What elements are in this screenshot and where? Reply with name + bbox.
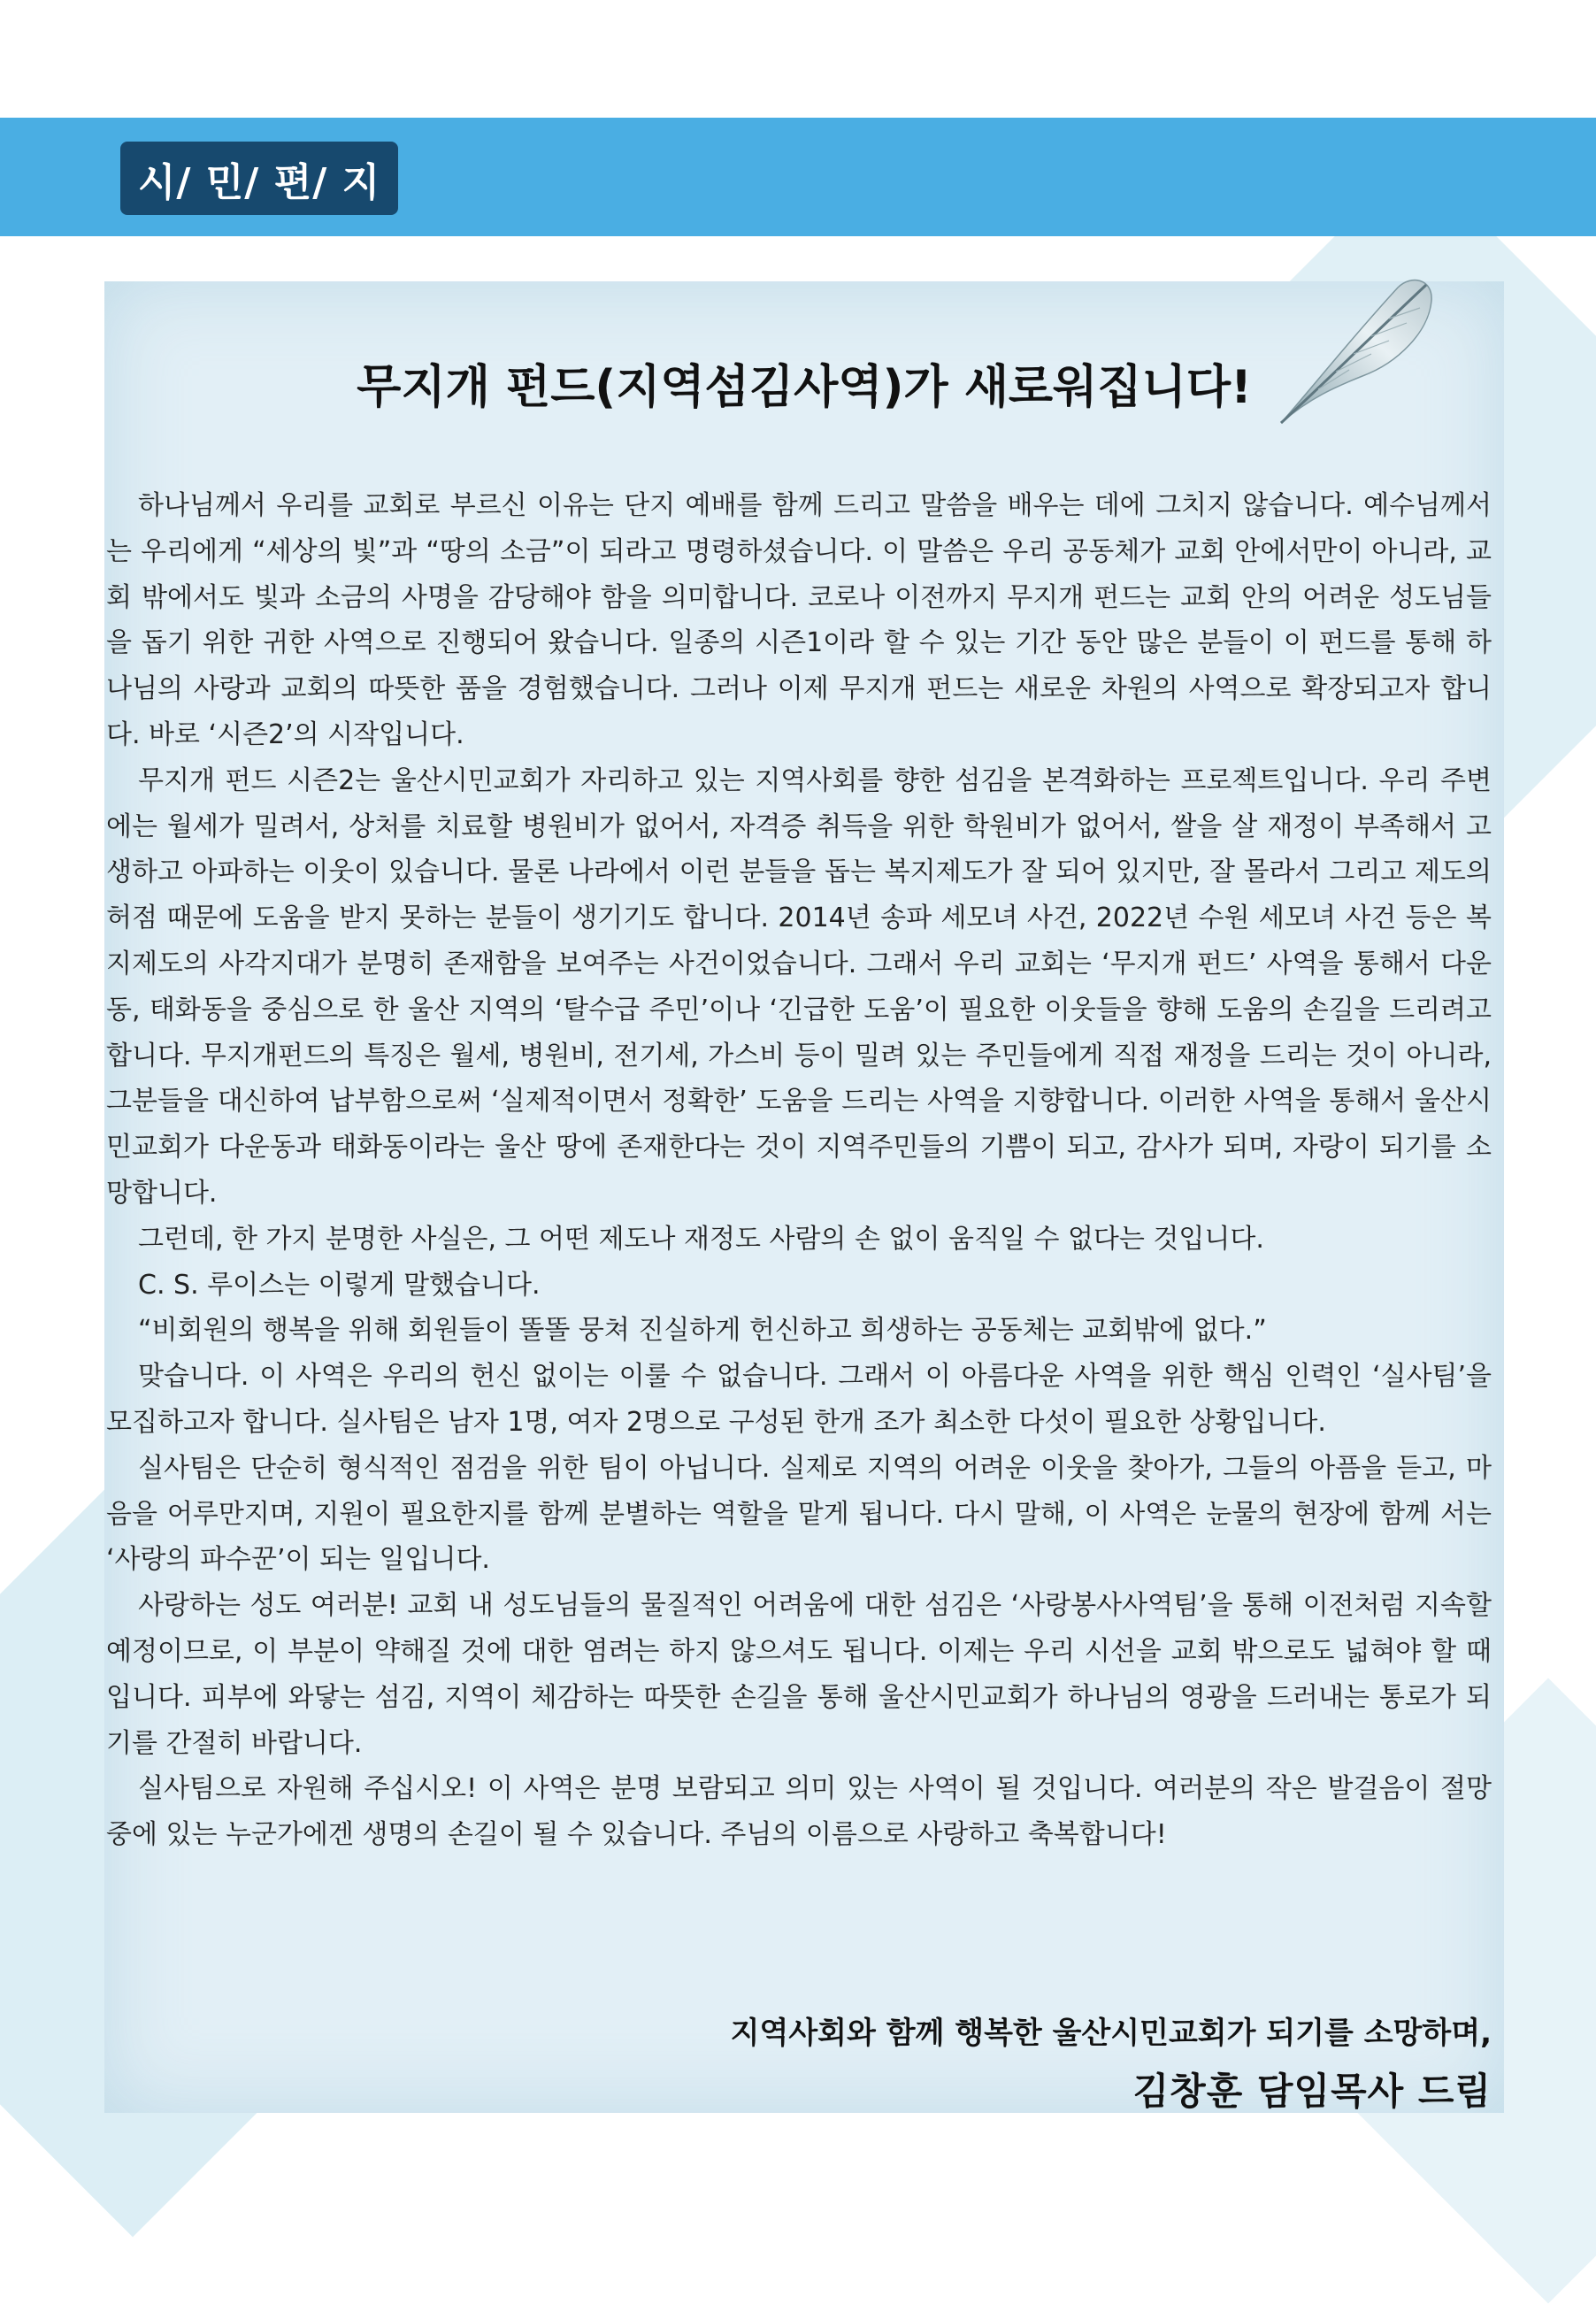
paragraph: 사랑하는 성도 여러분! 교회 내 성도님들의 물질적인 어려움에 대한 섬김은 ‘사랑봉사사역팀’을 통해 이전처럼 지속할 예정이므로, 이 부분이 약해질 것에 대한 염려는 하지 않으셔도 됩니다. 이제는 우리 시선을 교회 밖으로도 넓혀야 할 때입니다. 피부에 와닿는 섬김, 지역이 체감하는 따뜻한 손길을 통해 울산시민교회가 하나님의 영광을 드러내는 통로가 되기를 간절히 바랍니다. (106, 1590, 1492, 1759)
paragraph: 무지개 펀드 시즌2는 울산시민교회가 자리하고 있는 지역사회를 향한 섬김을 본격화하는 프로젝트입니다. 우리 주변에는 월세가 밀려서, 상처를 치료할 병원비가 없어서, 자격증 취득을 위한 학원비가 없어서, 쌀을 살 재정이 부족해서 고생하고 아파하는 이웃이 있습니다. 물론 나라에서 이런 분들을 돕는 복지제도가 잘 되어 있지만, 잘 몰라서 그리고 제도의 허점 때문에 도움을 받지 못하는 분들이 생기기도 합니다. 2014년 송파 세모녀 사건, 2022년 수원 세모녀 사건 등은 복지제도의 사각지대가 분명히 존재함을 보여주는 사건이었습니다. 그래서 우리 교회는 ‘무지개 펀드’ 사역을 통해서 다운동, 태화동을 중심으로 한 울산 지역의 ‘탈수급 주민’이나 ‘긴급한 도움’이 필요한 이웃들을 향해 도움의 손길을 드리려고 합니다. 무지개펀드의 특징은 월세, 병원비, 전기세, 가스비 등이 밀려 있는 주민들에게 직접 재정을 드리는 것이 아니라, 그분들을 대신하여 납부함으로써 ‘실제적이면서 정확한’ 도움을 드리는 사역을 지향합니다. 이러한 사역을 통해서 울산시민교회가 다운동과 태화동이라는 울산 땅에 존재한다는 것이 지역주민들의 기쁨이 되고, 감사가 되며, 자랑이 되기를 소망합니다. (106, 764, 1492, 1209)
paragraph: 하나님께서 우리를 교회로 부르신 이유는 단지 예배를 함께 드리고 말씀을 배우는 데에 그치지 않습니다. 예수님께서는 우리에게 “세상의 빛”과 “땅의 소금”이 되라고 명령하셨습니다. 이 말씀은 우리 공동체가 교회 안에서만이 아니라, 교회 밖에서도 빛과 소금의 사명을 감당해야 함을 의미합니다. 코로나 이전까지 무지개 펀드는 교회 안의 어려운 성도님들을 돕기 위한 귀한 사역으로 진행되어 왔습니다. 일종의 시즌1이라 할 수 있는 기간 동안 많은 분들이 이 펀드를 통해 하나님의 사랑과 교회의 따뜻한 품을 경험했습니다. 그러나 이제 무지개 펀드는 새로운 차원의 사역으로 확장되고자 합니다. 바로 ‘시즌2’의 시작입니다. (106, 490, 1492, 750)
paragraph: C. S. 루이스는 이렇게 말했습니다. (138, 1269, 541, 1301)
section-tag: 시/ 민/ 편/ 지 (120, 142, 398, 215)
signature: 김창훈 담임목사 드림 (1132, 2070, 1492, 2113)
paragraph: 그런데, 한 가지 분명한 사실은, 그 어떤 제도나 재정도 사람의 손 없이 움직일 수 없다는 것입니다. (138, 1223, 1264, 1255)
paragraph: 맞습니다. 이 사역은 우리의 헌신 없이는 이룰 수 없습니다. 그래서 이 아름다운 사역을 위한 핵심 인력인 ‘실사팀’을 모집하고자 합니다. 실사팀은 남자 1명, 여자 2명으로 구성된 한개 조가 최소한 다섯이 필요한 상황입니다. (106, 1361, 1492, 1438)
paragraph: 실사팀은 단순히 형식적인 점검을 위한 팀이 아닙니다. 실제로 지역의 어려운 이웃을 찾아가, 그들의 아픔을 듣고, 마음을 어루만지며, 지원이 필요한지를 함께 분별하는 역할을 맡게 됩니다. 다시 말해, 이 사역은 눈물의 현장에 함께 서는 ‘사랑의 파수꾼’이 되는 일입니다. (106, 1452, 1492, 1576)
letter-body (106, 483, 1492, 1858)
paragraph: 실사팀으로 자원해 주십시오! 이 사역은 분명 보람되고 의미 있는 사역이 될 것입니다. 여러분의 작은 발걸음이 절망 중에 있는 누군가에겐 생명의 손길이 될 수 있습니다. 주님의 이름으로 사랑하고 축복합니다! (106, 1773, 1492, 1851)
letter-title: 무지개 펀드(지역섬김사역)가 새로워집니다! (357, 361, 1252, 414)
quote-paragraph: “비회원의 행복을 위해 회원들이 똘똘 뭉쳐 진실하게 헌신하고 희생하는 공동체는 교회밖에 없다.” (138, 1315, 1267, 1347)
closing-block (731, 2008, 1492, 2116)
closing-line: 지역사회와 함께 행복한 울산시민교회가 되기를 소망하며, (730, 2016, 1492, 2051)
